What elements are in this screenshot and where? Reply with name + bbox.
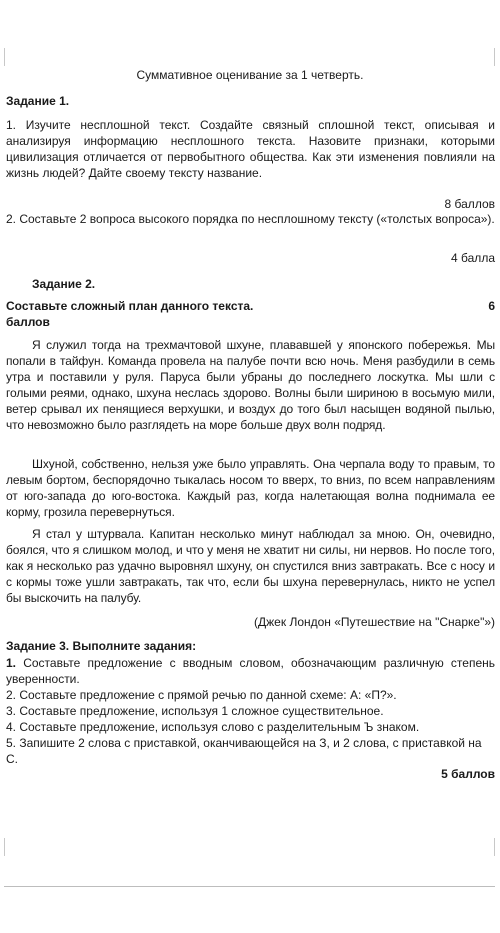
task3-item-3: 3. Составьте предложение, используя 1 сложное существительное. xyxy=(6,704,384,718)
bottom-divider xyxy=(4,886,495,887)
task3-item-2: 2. Составьте предложение с прямой речью по данной схеме: А: «П?». xyxy=(6,688,397,702)
page-corner-mark xyxy=(4,48,5,66)
task1-question1: 1. Изучите несплошной текст. Создайте связный сплошной текст, описывая и анализируя информацию несплошного текста. Назовите признаки, которыми цивилизация отличается от первобытного общества. Как эти изменения повлияли на жизнь людей? Дайте своему тексту название. xyxy=(6,118,495,180)
page-corner-mark xyxy=(494,838,495,856)
page-corner-mark xyxy=(4,838,5,856)
task1-heading: Задание 1. xyxy=(6,94,70,108)
page-title: Суммативное оценивание за 1 четверть. xyxy=(136,68,364,82)
task3-item-5: 5. Запишите 2 слова с приставкой, оканчивающейся на З, и 2 слова, с приставкой на С. xyxy=(6,736,482,766)
task1-q1-points: 8 баллов xyxy=(444,197,495,211)
task2-points-word: баллов xyxy=(6,315,50,329)
text-paragraph-1: Я служил тогда на трехмачтовой шхуне, плававшей у японского побережья. Мы попали в тайфун. Команда провела на палубе почти всю ночь. Меня разбудили в семь утра и поставили у руля. Паруса были убраны до последнего лоскутка. Мы шли с голыми реями, однако, шхуна неслась здорово. Волны были шириною в восьмую мили, ветер срывал их пенящиеся верхушки, и воздух до того был насыщен водяной пылью, что невозможно было разглядеть на море больше двух волн подряд. xyxy=(6,338,495,432)
text-paragraph-2: Шхуной, собственно, нельзя уже было управлять. Она черпала воду то правым, то левым бортом, беспорядочно тыкалась носом то вверх, то вниз, по всем направлениям от юго-запада до юго-востока. Каждый раз, когда налетающая волна поднимала ее корму, грозила перевернуться. xyxy=(6,457,495,519)
task3-heading: Задание 3. Выполните задания: xyxy=(6,639,197,653)
task3-points: 5 баллов xyxy=(441,767,495,781)
task1-q2-points: 4 балла xyxy=(451,251,495,265)
task1-question2: 2. Составьте 2 вопроса высокого порядка по несплошному тексту («толстых вопроса»). xyxy=(6,212,495,226)
task3-item-1-text: Составьте предложение с вводным словом, обозначающим различную степень уверенности. xyxy=(6,656,495,686)
task2-heading: Задание 2. xyxy=(32,277,96,291)
page-corner-mark xyxy=(494,48,495,66)
text-source: (Джек Лондон «Путешествие на "Снарке"») xyxy=(254,615,495,629)
task3-item-1-number: 1. xyxy=(6,656,17,670)
task3-item-4: 4. Составьте предложение, используя слово с разделительным Ъ знаком. xyxy=(6,720,420,734)
task2-points-number: 6 xyxy=(488,299,495,313)
task3-item-1 xyxy=(6,655,495,687)
task2-instruction: Составьте сложный план данного текста. xyxy=(6,299,254,313)
text-paragraph-3: Я стал у штурвала. Капитан несколько минут наблюдал за мною. Он, очевидно, боялся, что я слишком молод, и что у меня не хватит ни силы, ни нервов. Но после того, как я несколько раз удачно выровнял шхуну, он спустился вниз завтракать. Все с носу и с кормы тоже ушли завтракать, так что, если бы шхуна перевернулась, никто не успел бы выскочить на палубу. xyxy=(6,527,495,605)
